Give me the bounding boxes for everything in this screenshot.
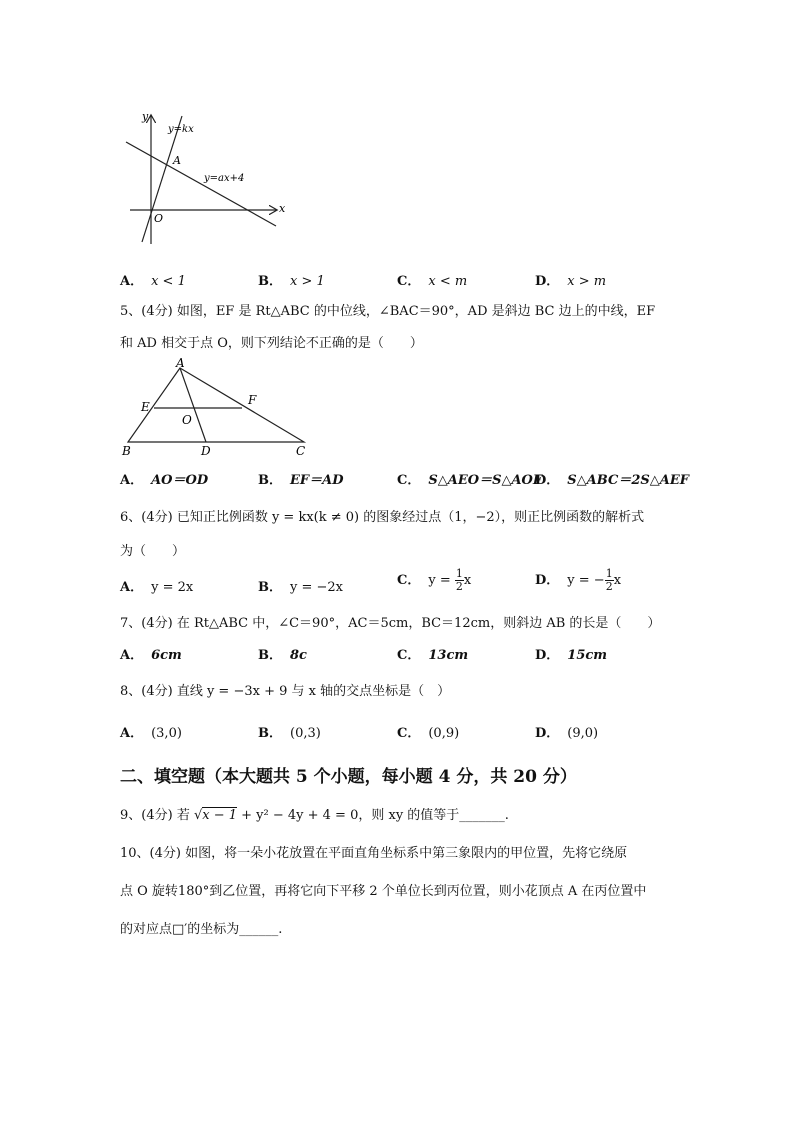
- q10-stem-line2: 点 O 旋转180°到乙位置，再将它向下平移 2 个单位长到丙位置，则小花顶点 A 在丙位置中: [120, 884, 647, 899]
- sqrt-radicand: x − 1: [202, 808, 238, 823]
- q6-option-a[interactable]: A． y = 2x: [120, 580, 194, 595]
- x-axis-label: x: [279, 202, 286, 215]
- q5-option-d[interactable]: D． S△ABC＝2S△AEF: [535, 473, 689, 488]
- q5-stem-line1: 5、(4分) 如图，EF 是 Rt△ABC 的中位线，∠BAC＝90°，AD 是斜边 BC 边上的中线，EF: [120, 304, 656, 319]
- vertex-b-label: B: [122, 444, 131, 458]
- point-a-label: A: [173, 154, 181, 167]
- point-d-label: D: [201, 444, 211, 458]
- origin-label: O: [154, 212, 164, 225]
- q7-stem-line1: 7、(4分) 在 Rt△ABC 中，∠C＝90°，AC＝5cm，BC＝12cm，则斜边 AB 的长是（ ）: [120, 616, 661, 631]
- q7-option-b[interactable]: B． 8c: [258, 648, 307, 663]
- vertex-c-label: C: [296, 444, 306, 458]
- triangle-abc: [128, 368, 304, 442]
- q6-option-d[interactable]: D． y = − $\frac{1}{2}$ x: [535, 567, 622, 593]
- q8-option-a[interactable]: A． (3,0): [120, 726, 182, 741]
- q5-option-c[interactable]: C． S△AEO＝S△AOF: [397, 473, 543, 488]
- q7-option-c[interactable]: C． 13cm: [397, 648, 469, 663]
- q6-option-c[interactable]: C． y = $\frac{1}{2}$ x: [397, 567, 472, 593]
- q8-option-b[interactable]: B． (0,3): [258, 726, 321, 741]
- q5-option-b[interactable]: B． EF＝AD: [258, 473, 344, 488]
- q8-option-d[interactable]: D． (9,0): [535, 726, 599, 741]
- point-e-label: E: [141, 400, 150, 414]
- q6-stem-line1: 6、(4分) 已知正比例函数 y = kx(k ≠ 0) 的图象经过点（1，−2），则正比例函数的解析式: [120, 510, 645, 525]
- q4-option-d[interactable]: D． x > m: [535, 274, 607, 289]
- line-y-ax-plus-4: [126, 142, 276, 226]
- q9-stem: 9、(4分) 若 √x − 1 + y² − 4y + 4 = 0，则 xy 的值等于_______.: [120, 808, 509, 823]
- point-f-label: F: [248, 393, 257, 407]
- q8-stem-line1: 8、(4分) 直线 y = −3x + 9 与 x 轴的交点坐标是（ ）: [120, 684, 451, 699]
- line2-label: y=ax+4: [204, 173, 245, 184]
- q8-option-c[interactable]: C． (0,9): [397, 726, 460, 741]
- q10-stem-line3: 的对应点□′的坐标为______.: [120, 922, 283, 937]
- line1-label: y=kx: [168, 124, 194, 135]
- q4-option-a[interactable]: A． x < 1: [120, 274, 186, 289]
- figure-linear-functions: [118, 108, 288, 248]
- q10-stem-line1: 10、(4分) 如图，将一朵小花放置在平面直角坐标系中第三象限内的甲位置，先将它绕原: [120, 846, 628, 861]
- q4-option-b[interactable]: B． x > 1: [258, 274, 325, 289]
- point-o-label: O: [182, 413, 192, 427]
- q5-option-a[interactable]: A． AO＝OD: [120, 473, 209, 488]
- q6-stem-line2: 为（ ）: [120, 544, 186, 559]
- segment-ad: [180, 368, 206, 442]
- q5-stem-line2: 和 AD 相交于点 O，则下列结论不正确的是（ ）: [120, 336, 423, 351]
- section-heading-fill-in: 二、填空题（本大题共 5 个小题，每小题 4 分，共 20 分）: [120, 767, 577, 787]
- q7-option-a[interactable]: A． 6cm: [120, 648, 182, 663]
- q6-option-b[interactable]: B． y = −2x: [258, 580, 343, 595]
- y-axis-label: y: [142, 110, 149, 123]
- vertex-a-label: A: [176, 358, 185, 370]
- q7-option-d[interactable]: D． 15cm: [535, 648, 608, 663]
- figure-triangle-abc: [118, 358, 318, 462]
- sqrt-sign: √: [193, 808, 203, 823]
- fraction-one-half: $\frac{1}{2}$: [455, 567, 463, 593]
- fraction-one-half: $\frac{1}{2}$: [605, 567, 613, 593]
- q4-option-c[interactable]: C． x < m: [397, 274, 468, 289]
